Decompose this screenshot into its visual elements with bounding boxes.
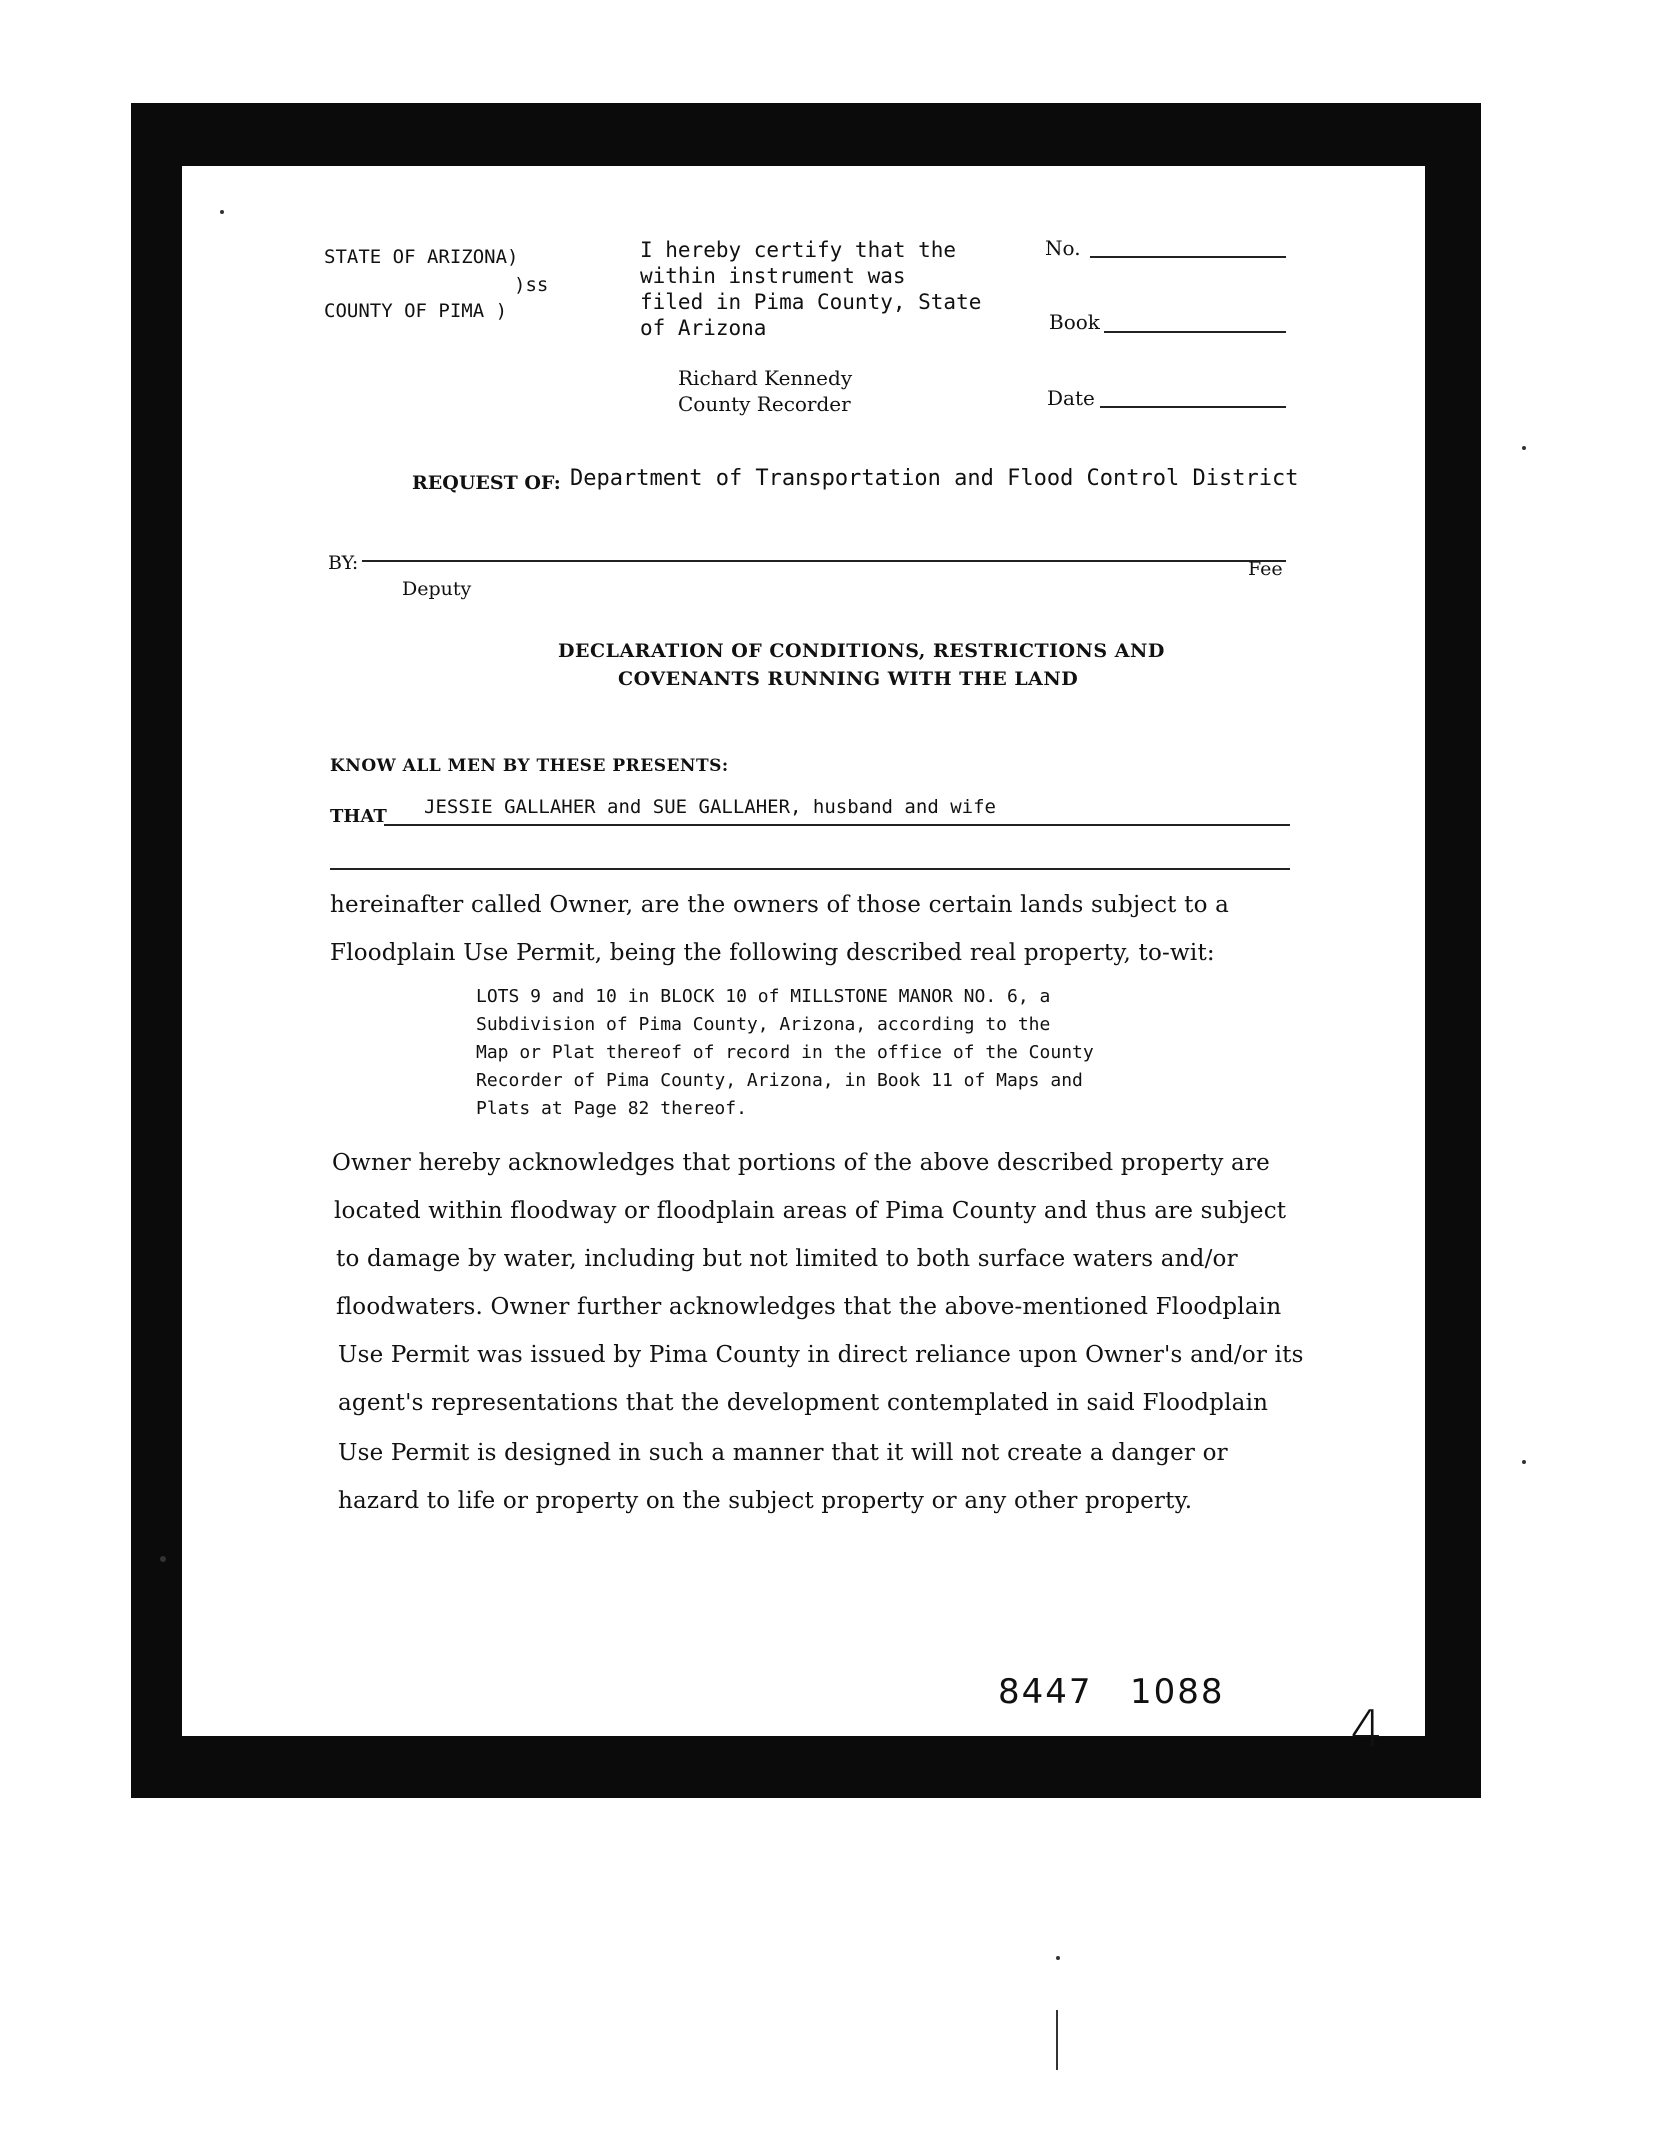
ss-label: )ss (514, 274, 549, 296)
scan-speck (220, 210, 224, 214)
know-all-heading: KNOW ALL MEN BY THESE PRESENTS: (330, 756, 729, 776)
certify-line: of Arizona (640, 316, 767, 340)
scan-speck (1522, 446, 1526, 450)
date-label: Date (1047, 386, 1095, 410)
page-reference: 1088 (1130, 1672, 1225, 1712)
body-line: agent's representations that the development contemplated in said Floodplain (338, 1390, 1269, 1416)
legal-description-line: Subdivision of Pima County, Arizona, according to the (476, 1014, 1051, 1035)
request-value: Department of Transportation and Flood Control District (570, 466, 1299, 491)
body-line: located within floodway or floodplain areas of Pima County and thus are subject (334, 1198, 1287, 1224)
deputy-label: Deputy (402, 578, 472, 600)
body-line: Use Permit was issued by Pima County in direct reliance upon Owner's and/or its (338, 1342, 1304, 1368)
body-line: Owner hereby acknowledges that portions of the above described property are (332, 1150, 1270, 1176)
body-line: Use Permit is designed in such a manner that it will not create a danger or (338, 1440, 1228, 1466)
body-line: to damage by water, including but not limited to both surface waters and/or (336, 1246, 1238, 1272)
body-line: floodwaters. Owner further acknowledges that the above-mentioned Floodplain (336, 1294, 1282, 1320)
legal-description-line: Plats at Page 82 thereof. (476, 1098, 747, 1119)
owner-names: JESSIE GALLAHER and SUE GALLAHER, husband and wife (424, 796, 996, 818)
that-label: THAT (330, 806, 387, 827)
intro-line: Floodplain Use Permit, being the following described real property, to-wit: (330, 940, 1215, 966)
no-field-line (1090, 256, 1286, 258)
by-label: BY: (328, 552, 359, 574)
certify-line: I hereby certify that the (640, 238, 957, 262)
legal-description-line: Recorder of Pima County, Arizona, in Book 11 of Maps and (476, 1070, 1083, 1091)
fee-label: Fee (1248, 558, 1283, 580)
scan-speck (1522, 1460, 1526, 1464)
handwritten-page-number: 4 (1350, 1700, 1384, 1760)
legal-description-line: Map or Plat thereof of record in the office of the County (476, 1042, 1094, 1063)
legal-description-line: LOTS 9 and 10 in BLOCK 10 of MILLSTONE MANOR NO. 6, a (476, 986, 1051, 1007)
recorder-name: Richard Kennedy (678, 366, 853, 390)
scan-speck (160, 1556, 166, 1562)
book-label: Book (1049, 310, 1100, 334)
by-signature-line (362, 560, 1286, 562)
scan-mark (1056, 2010, 1058, 2070)
scan-speck (1056, 1956, 1060, 1960)
that-underline (384, 824, 1290, 826)
recorder-title: County Recorder (678, 392, 851, 416)
request-label: REQUEST OF: (412, 472, 561, 494)
intro-line: hereinafter called Owner, are the owners of those certain lands subject to a (330, 892, 1230, 918)
docket-number: 8447 (998, 1672, 1093, 1712)
body-line: hazard to life or property on the subject property or any other property. (338, 1488, 1193, 1514)
county-label: COUNTY OF PIMA ) (324, 300, 508, 322)
date-field-line (1100, 406, 1286, 408)
document-title-line1: DECLARATION OF CONDITIONS, RESTRICTIONS AND (558, 640, 1165, 662)
book-field-line (1104, 331, 1286, 333)
document-title-line2: COVENANTS RUNNING WITH THE LAND (618, 668, 1079, 690)
state-label: STATE OF ARIZONA) (324, 246, 519, 268)
no-label: No. (1045, 236, 1081, 260)
certify-line: within instrument was (640, 264, 906, 288)
that-second-line (330, 868, 1290, 870)
certify-line: filed in Pima County, State (640, 290, 982, 314)
